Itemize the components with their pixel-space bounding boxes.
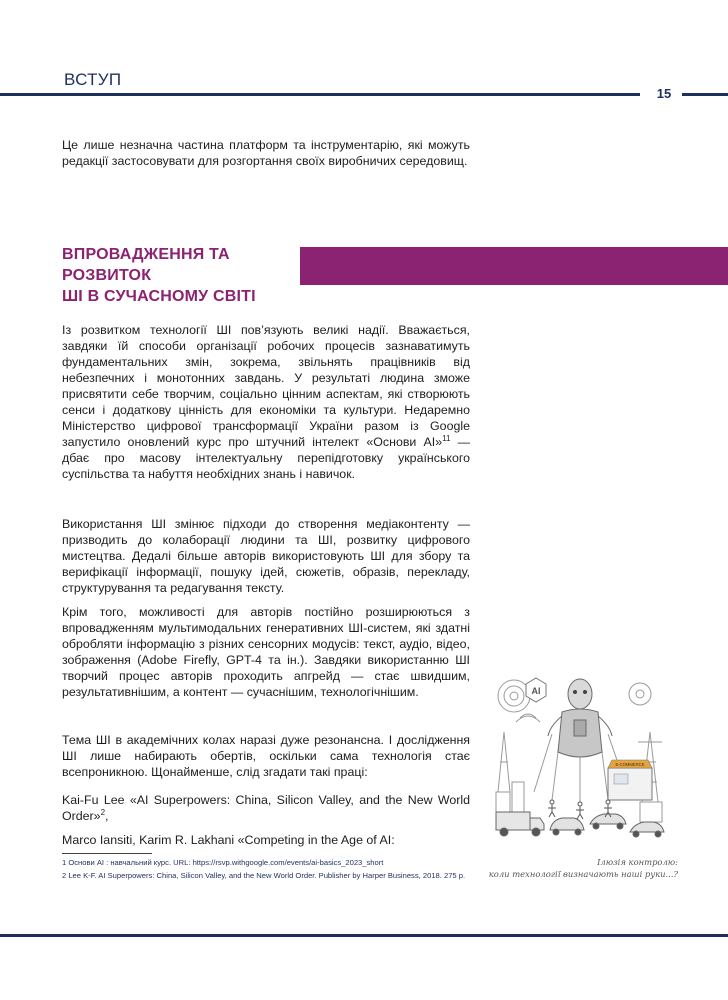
intro-paragraph: Це лише незначна частина платформ та інструментарію, які можуть редакції застосовувати для розгортання своїх виробничих середовищ. xyxy=(62,138,470,168)
section-heading-bar xyxy=(300,247,728,285)
running-header-title: ВСТУП xyxy=(64,70,122,89)
footnote-ref-1[interactable]: 11 xyxy=(442,433,451,443)
section-heading-line1: ВПРОВАДЖЕННЯ ТА РОЗВИТОК xyxy=(62,246,230,284)
body-paragraph-3: Крім того, можливості для авторів постійно розширюються з впровадженням мультимодальних генеративних ШІ-систем, які здатні обробляти інформацію з різних сенсорних модусів: текст, аудіо, відео, зображення (Adobe Firefly, GPT-4 та ін.). Завдяки використанню ШІ творчий процес авторів проходить апгрейд — стає швидшим, результативнішим, а контент — сучаснішим, технологічнішим. xyxy=(62,605,470,699)
body-paragraph-6: Marco Iansiti, Karim R. Lakhani «Competing in the Age of AI: xyxy=(62,833,395,847)
body-paragraph-4: Тема ШІ в академічних колах наразі дуже резонансна. І дослідження ШІ лише набирають обертів, оскільки сама технологія стає всепроникною. Щонайменше, слід згадати такі праці: xyxy=(62,733,470,779)
footer-rule xyxy=(0,934,728,937)
svg-text:E-COMMERCE: E-COMMERCE xyxy=(615,762,645,767)
caption-line1: Ілюзія контролю: xyxy=(597,857,678,867)
ai-puppeteer-illustration xyxy=(490,672,670,848)
p5-text-b: , xyxy=(105,809,109,823)
footnote-ref-2[interactable]: 2 xyxy=(100,807,106,817)
footnote-1: 1 Основи AI : навчальний курс. URL: https://rsvp.withgoogle.com/events/ai-basics_2023_short xyxy=(62,858,384,867)
figure-caption xyxy=(478,856,678,880)
header-rule-right xyxy=(682,93,728,96)
section-heading xyxy=(62,244,302,307)
p1-text-a: Із розвитком технології ШІ пов’язують великі надії. Вважається, завдяки їй способи організації робочих процесів зазнаватимуть фундаментальних змін, зокрема, звільнять працівників від небезпечних і монотонних завдань. У результаті людина зможе присвятити себе творчим, соціально цінним аспектам, які створюють сенси і додаткову цінність для економіки та культури. Недаремно Міністерство цифрової трансформації України разом із Google запустило оновлений курс про штучний інтелект «Основи AI» xyxy=(62,323,470,449)
p1-text-b: — дбає про масову інтелектуальну перепідготовку українського суспільства та набуття необхідних знань і навичок. xyxy=(62,435,470,481)
footnote-rule xyxy=(62,853,152,854)
p5-text-a: Kai-Fu Lee «AI Superpowers: China, Silicon Valley, and the New World Order» xyxy=(62,793,470,823)
ecommerce-store-icon xyxy=(608,760,652,800)
caption-line2: коли технології визначають наші руки...? xyxy=(488,869,678,879)
svg-text:AI: AI xyxy=(531,686,541,696)
ai-badge-icon xyxy=(526,678,546,702)
section-heading-line2: ШІ В СУЧАСНОМУ СВІТІ xyxy=(62,288,256,305)
robot-figure-icon xyxy=(548,679,612,757)
page-number: 15 xyxy=(656,86,672,101)
car-icon xyxy=(550,814,664,837)
body-paragraph-1 xyxy=(62,322,470,482)
header-rule-left xyxy=(0,93,640,96)
truck-icon xyxy=(496,812,544,836)
body-paragraph-2: Використання ШІ змінює підходи до створення медіаконтенту — призводить до колаборації людини та ШІ, розвитку цифрового мистецтва. Дедалі більше авторів використовують ШІ для збору та верифікації інформації, пошуку ідей, сюжетів, образів, перекладу, структурування та редагування тексту. xyxy=(62,517,470,595)
body-paragraph-5 xyxy=(62,792,470,824)
footnote-2: 2 Lee K-F. AI Superpowers: China, Silicon Valley, and the New World Order. Publisher by Harper Business, 2018. 275 p. xyxy=(62,871,466,880)
